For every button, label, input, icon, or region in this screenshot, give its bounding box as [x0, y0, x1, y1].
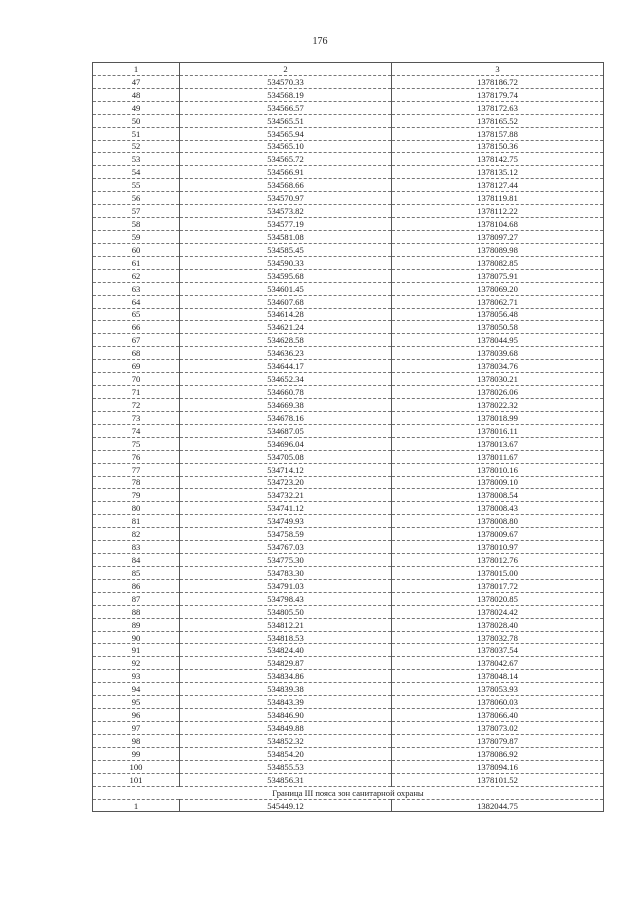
x-coordinate-cell: 534849.88 — [180, 722, 392, 735]
point-number-cell: 68 — [93, 347, 180, 360]
x-coordinate-cell: 534846.90 — [180, 709, 392, 722]
point-number-cell: 74 — [93, 424, 180, 437]
y-coordinate-cell: 1378039.68 — [392, 347, 604, 360]
x-coordinate-cell: 534570.97 — [180, 192, 392, 205]
coordinates-table-body — [93, 63, 604, 812]
y-coordinate-cell: 1378015.00 — [392, 566, 604, 579]
y-coordinate-cell: 1378150.36 — [392, 140, 604, 153]
table-row — [93, 334, 604, 347]
x-coordinate-cell: 534829.87 — [180, 657, 392, 670]
x-coordinate-cell: 534852.32 — [180, 734, 392, 747]
table-row — [93, 179, 604, 192]
point-number-cell: 79 — [93, 489, 180, 502]
x-coordinate-cell: 534783.30 — [180, 566, 392, 579]
point-number-cell: 54 — [93, 166, 180, 179]
x-coordinate-cell: 534687.05 — [180, 424, 392, 437]
y-coordinate-cell: 1378172.63 — [392, 101, 604, 114]
table-row — [93, 295, 604, 308]
point-number-cell: 72 — [93, 398, 180, 411]
point-number-cell: 71 — [93, 386, 180, 399]
point-number-cell: 83 — [93, 541, 180, 554]
point-number-cell: 86 — [93, 579, 180, 592]
point-number-cell: 93 — [93, 670, 180, 683]
header-cell-y: 3 — [392, 63, 604, 76]
y-coordinate-cell: 1382044.75 — [392, 799, 604, 812]
x-coordinate-cell: 534678.16 — [180, 411, 392, 424]
y-coordinate-cell: 1378048.14 — [392, 670, 604, 683]
table-row — [93, 502, 604, 515]
y-coordinate-cell: 1378026.06 — [392, 386, 604, 399]
point-number-cell: 94 — [93, 683, 180, 696]
y-coordinate-cell: 1378075.91 — [392, 269, 604, 282]
y-coordinate-cell: 1378009.10 — [392, 476, 604, 489]
y-coordinate-cell: 1378008.43 — [392, 502, 604, 515]
x-coordinate-cell: 534652.34 — [180, 373, 392, 386]
x-coordinate-cell: 534749.93 — [180, 515, 392, 528]
x-coordinate-cell: 534581.08 — [180, 230, 392, 243]
point-number-cell: 51 — [93, 127, 180, 140]
table-row — [93, 734, 604, 747]
point-number-cell: 89 — [93, 618, 180, 631]
table-row — [93, 360, 604, 373]
y-coordinate-cell: 1378157.88 — [392, 127, 604, 140]
x-coordinate-cell: 534669.38 — [180, 398, 392, 411]
point-number-cell: 82 — [93, 528, 180, 541]
y-coordinate-cell: 1378042.67 — [392, 657, 604, 670]
y-coordinate-cell: 1378060.03 — [392, 696, 604, 709]
x-coordinate-cell: 534636.23 — [180, 347, 392, 360]
header-cell-x: 2 — [180, 63, 392, 76]
y-coordinate-cell: 1378017.72 — [392, 579, 604, 592]
x-coordinate-cell: 534660.78 — [180, 386, 392, 399]
x-coordinate-cell: 534854.20 — [180, 747, 392, 760]
y-coordinate-cell: 1378165.52 — [392, 114, 604, 127]
table-row — [93, 683, 604, 696]
y-coordinate-cell: 1378034.76 — [392, 360, 604, 373]
table-row — [93, 114, 604, 127]
point-number-cell: 53 — [93, 153, 180, 166]
point-number-cell: 75 — [93, 437, 180, 450]
x-coordinate-cell: 534568.19 — [180, 88, 392, 101]
y-coordinate-cell: 1378062.71 — [392, 295, 604, 308]
x-coordinate-cell: 534573.82 — [180, 205, 392, 218]
y-coordinate-cell: 1378011.67 — [392, 450, 604, 463]
x-coordinate-cell: 534812.21 — [180, 618, 392, 631]
x-coordinate-cell: 534834.86 — [180, 670, 392, 683]
table-row — [93, 308, 604, 321]
table-row — [93, 437, 604, 450]
x-coordinate-cell: 534767.03 — [180, 541, 392, 554]
x-coordinate-cell: 534644.17 — [180, 360, 392, 373]
point-number-cell: 57 — [93, 205, 180, 218]
y-coordinate-cell: 1378066.40 — [392, 709, 604, 722]
table-row — [93, 541, 604, 554]
point-number-cell: 91 — [93, 644, 180, 657]
table-row — [93, 489, 604, 502]
y-coordinate-cell: 1378089.98 — [392, 243, 604, 256]
table-row — [93, 127, 604, 140]
table-row — [93, 696, 604, 709]
table-row — [93, 75, 604, 88]
table-row — [93, 566, 604, 579]
table-row — [93, 140, 604, 153]
point-number-cell: 84 — [93, 554, 180, 567]
table-row — [93, 230, 604, 243]
y-coordinate-cell: 1378016.11 — [392, 424, 604, 437]
point-number-cell: 85 — [93, 566, 180, 579]
y-coordinate-cell: 1378086.92 — [392, 747, 604, 760]
point-number-cell: 97 — [93, 722, 180, 735]
table-row — [93, 773, 604, 786]
point-number-cell: 77 — [93, 463, 180, 476]
point-number-cell: 47 — [93, 75, 180, 88]
x-coordinate-cell: 534732.21 — [180, 489, 392, 502]
table-row — [93, 515, 604, 528]
y-coordinate-cell: 1378020.85 — [392, 592, 604, 605]
point-number-cell: 101 — [93, 773, 180, 786]
y-coordinate-cell: 1378053.93 — [392, 683, 604, 696]
x-coordinate-cell: 534565.10 — [180, 140, 392, 153]
table-row — [93, 411, 604, 424]
x-coordinate-cell: 534775.30 — [180, 554, 392, 567]
point-number-cell: 50 — [93, 114, 180, 127]
point-number-cell: 96 — [93, 709, 180, 722]
x-coordinate-cell: 534568.66 — [180, 179, 392, 192]
point-number-cell: 62 — [93, 269, 180, 282]
table-row — [93, 605, 604, 618]
point-number-cell: 73 — [93, 411, 180, 424]
x-coordinate-cell: 534824.40 — [180, 644, 392, 657]
table-row — [93, 398, 604, 411]
point-number-cell: 90 — [93, 631, 180, 644]
y-coordinate-cell: 1378094.16 — [392, 760, 604, 773]
y-coordinate-cell: 1378119.81 — [392, 192, 604, 205]
table-row — [93, 528, 604, 541]
x-coordinate-cell: 534696.04 — [180, 437, 392, 450]
point-number-cell: 61 — [93, 256, 180, 269]
y-coordinate-cell: 1378069.20 — [392, 282, 604, 295]
point-number-cell: 59 — [93, 230, 180, 243]
table-row — [93, 592, 604, 605]
point-number-cell: 80 — [93, 502, 180, 515]
table-row — [93, 205, 604, 218]
x-coordinate-cell: 534628.58 — [180, 334, 392, 347]
table-row — [93, 269, 604, 282]
point-number-cell: 87 — [93, 592, 180, 605]
y-coordinate-cell: 1378073.02 — [392, 722, 604, 735]
table-row — [93, 709, 604, 722]
y-coordinate-cell: 1378030.21 — [392, 373, 604, 386]
table-row — [93, 618, 604, 631]
point-number-cell: 65 — [93, 308, 180, 321]
table-row — [93, 722, 604, 735]
point-number-cell: 69 — [93, 360, 180, 373]
table-row — [93, 153, 604, 166]
point-number-cell: 92 — [93, 657, 180, 670]
x-coordinate-cell: 534791.03 — [180, 579, 392, 592]
point-number-cell: 88 — [93, 605, 180, 618]
x-coordinate-cell: 534705.08 — [180, 450, 392, 463]
y-coordinate-cell: 1378008.54 — [392, 489, 604, 502]
y-coordinate-cell: 1378135.12 — [392, 166, 604, 179]
coordinates-table — [92, 62, 604, 812]
table-row — [93, 282, 604, 295]
point-number-cell: 99 — [93, 747, 180, 760]
y-coordinate-cell: 1378010.97 — [392, 541, 604, 554]
point-number-cell: 48 — [93, 88, 180, 101]
x-coordinate-cell: 534798.43 — [180, 592, 392, 605]
y-coordinate-cell: 1378008.80 — [392, 515, 604, 528]
y-coordinate-cell: 1378127.44 — [392, 179, 604, 192]
table-row — [93, 321, 604, 334]
y-coordinate-cell: 1378032.78 — [392, 631, 604, 644]
y-coordinate-cell: 1378012.76 — [392, 554, 604, 567]
x-coordinate-cell: 534607.68 — [180, 295, 392, 308]
x-coordinate-cell: 534601.45 — [180, 282, 392, 295]
x-coordinate-cell: 534565.72 — [180, 153, 392, 166]
table-row — [93, 166, 604, 179]
y-coordinate-cell: 1378018.99 — [392, 411, 604, 424]
table-row — [93, 88, 604, 101]
x-coordinate-cell: 534565.51 — [180, 114, 392, 127]
x-coordinate-cell: 534714.12 — [180, 463, 392, 476]
x-coordinate-cell: 534843.39 — [180, 696, 392, 709]
y-coordinate-cell: 1378037.54 — [392, 644, 604, 657]
x-coordinate-cell: 534566.91 — [180, 166, 392, 179]
x-coordinate-cell: 534758.59 — [180, 528, 392, 541]
table-row — [93, 424, 604, 437]
x-coordinate-cell: 534595.68 — [180, 269, 392, 282]
point-number-cell: 60 — [93, 243, 180, 256]
table-row — [93, 192, 604, 205]
table-row — [93, 760, 604, 773]
point-number-cell: 1 — [93, 799, 180, 812]
table-row — [93, 373, 604, 386]
point-number-cell: 98 — [93, 734, 180, 747]
table-row — [93, 347, 604, 360]
table-row — [93, 256, 604, 269]
point-number-cell: 63 — [93, 282, 180, 295]
x-coordinate-cell: 534839.38 — [180, 683, 392, 696]
point-number-cell: 78 — [93, 476, 180, 489]
table-row — [93, 631, 604, 644]
page-number: 176 — [312, 36, 328, 47]
point-number-cell: 81 — [93, 515, 180, 528]
section-title: Граница III пояса зон санитарной охраны — [93, 786, 604, 799]
table-row — [93, 450, 604, 463]
table-header-row — [93, 63, 604, 76]
table-row — [93, 644, 604, 657]
point-number-cell: 100 — [93, 760, 180, 773]
table-row — [93, 476, 604, 489]
y-coordinate-cell: 1378010.16 — [392, 463, 604, 476]
x-coordinate-cell: 534590.33 — [180, 256, 392, 269]
table-row — [93, 657, 604, 670]
x-coordinate-cell: 534577.19 — [180, 218, 392, 231]
point-number-cell: 64 — [93, 295, 180, 308]
y-coordinate-cell: 1378079.87 — [392, 734, 604, 747]
table-row — [93, 386, 604, 399]
header-cell-point: 1 — [93, 63, 180, 76]
table-row — [93, 747, 604, 760]
y-coordinate-cell: 1378028.40 — [392, 618, 604, 631]
table-row — [93, 243, 604, 256]
x-coordinate-cell: 534818.53 — [180, 631, 392, 644]
y-coordinate-cell: 1378009.67 — [392, 528, 604, 541]
y-coordinate-cell: 1378104.68 — [392, 218, 604, 231]
y-coordinate-cell: 1378013.67 — [392, 437, 604, 450]
point-number-cell: 66 — [93, 321, 180, 334]
table-row — [93, 463, 604, 476]
x-coordinate-cell: 545449.12 — [180, 799, 392, 812]
section-title-row — [93, 786, 604, 799]
point-number-cell: 55 — [93, 179, 180, 192]
x-coordinate-cell: 534855.53 — [180, 760, 392, 773]
point-number-cell: 56 — [93, 192, 180, 205]
y-coordinate-cell: 1378097.27 — [392, 230, 604, 243]
y-coordinate-cell: 1378024.42 — [392, 605, 604, 618]
point-number-cell: 52 — [93, 140, 180, 153]
y-coordinate-cell: 1378179.74 — [392, 88, 604, 101]
table-row — [93, 579, 604, 592]
x-coordinate-cell: 534570.33 — [180, 75, 392, 88]
y-coordinate-cell: 1378186.72 — [392, 75, 604, 88]
x-coordinate-cell: 534741.12 — [180, 502, 392, 515]
point-number-cell: 49 — [93, 101, 180, 114]
point-number-cell: 95 — [93, 696, 180, 709]
x-coordinate-cell: 534856.31 — [180, 773, 392, 786]
y-coordinate-cell: 1378101.52 — [392, 773, 604, 786]
x-coordinate-cell: 534723.20 — [180, 476, 392, 489]
x-coordinate-cell: 534614.28 — [180, 308, 392, 321]
table-row — [93, 670, 604, 683]
y-coordinate-cell: 1378050.58 — [392, 321, 604, 334]
x-coordinate-cell: 534805.50 — [180, 605, 392, 618]
point-number-cell: 58 — [93, 218, 180, 231]
y-coordinate-cell: 1378022.32 — [392, 398, 604, 411]
y-coordinate-cell: 1378112.22 — [392, 205, 604, 218]
table-row — [93, 101, 604, 114]
y-coordinate-cell: 1378082.85 — [392, 256, 604, 269]
table-row — [93, 218, 604, 231]
x-coordinate-cell: 534565.94 — [180, 127, 392, 140]
x-coordinate-cell: 534621.24 — [180, 321, 392, 334]
table-row — [93, 554, 604, 567]
table-row — [93, 799, 604, 812]
y-coordinate-cell: 1378044.95 — [392, 334, 604, 347]
point-number-cell: 67 — [93, 334, 180, 347]
point-number-cell: 70 — [93, 373, 180, 386]
point-number-cell: 76 — [93, 450, 180, 463]
y-coordinate-cell: 1378056.48 — [392, 308, 604, 321]
x-coordinate-cell: 534585.45 — [180, 243, 392, 256]
y-coordinate-cell: 1378142.75 — [392, 153, 604, 166]
x-coordinate-cell: 534566.57 — [180, 101, 392, 114]
